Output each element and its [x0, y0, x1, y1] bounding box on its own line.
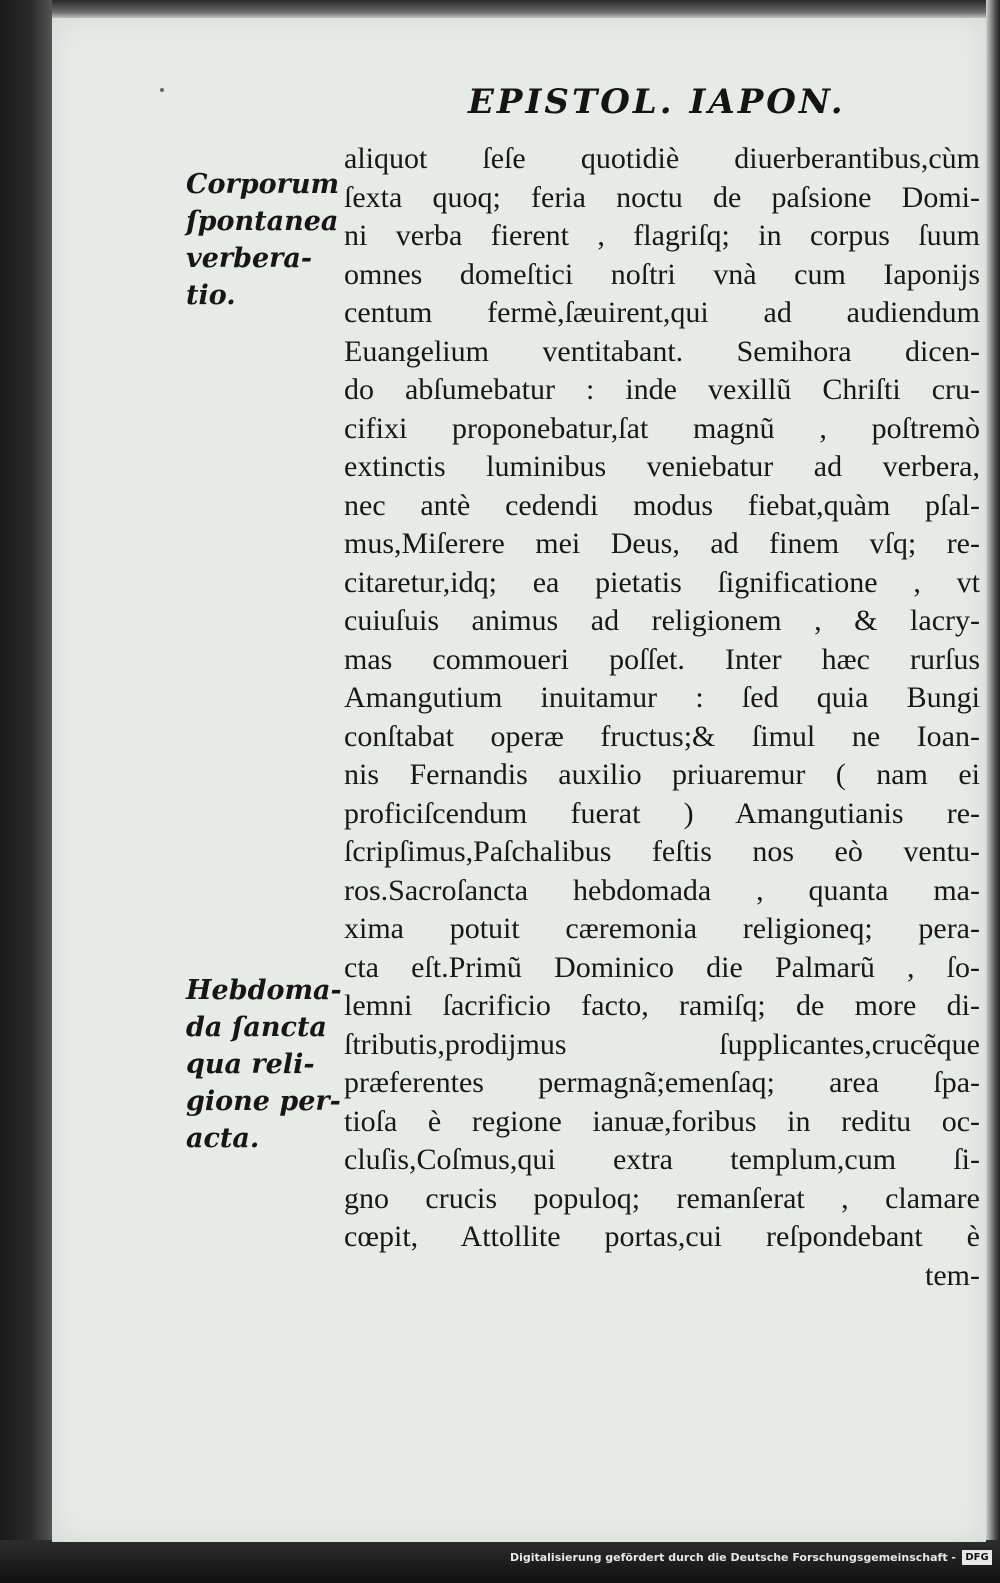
marginal-note-line: gione per- — [186, 1086, 341, 1117]
text-line: cuiuſuis animus ad religionem , & lacry- — [344, 604, 980, 637]
text-line: gno crucis populoq; remanſerat , clamare — [344, 1181, 980, 1215]
book-right-edge — [986, 0, 1000, 1540]
text-line: do abſumebatur : inde vexillũ Chriſti cru- — [344, 373, 980, 406]
text-line: cœpit, Attollite portas,cui reſpondebant è — [344, 1220, 980, 1253]
marginal-note-line: verbera- — [186, 243, 313, 274]
text-line: aliquot ſeſe quotidiè diuerberantibus,cùm — [344, 142, 980, 175]
text-line: ni verba fierent , flagriſq; in corpus ſuum — [344, 219, 980, 252]
text-line: proficiſcendum fuerat ) Amangutianis re- — [344, 796, 980, 830]
text-line: omnes domeſtici noſtri vnà cum Iaponijs — [344, 257, 980, 291]
text-line: tioſa è regione ianuæ,foribus in reditu oc- — [344, 1104, 980, 1138]
text-line: ſcripſimus,Paſchalibus feſtis nos eò ventu- — [344, 835, 980, 868]
marginal-note-1 — [186, 166, 340, 314]
marginal-note-line: qua reli- — [186, 1049, 315, 1080]
text-line: lemni ſacrificio facto, ramiſq; de more di- — [344, 989, 980, 1022]
marginal-note-line: tio. — [186, 280, 236, 311]
text-line: centum fermè,ſæuirent,qui ad audiendum — [344, 296, 980, 329]
text-line: citaretur,idq; ea pietatis ſignificatione , vt — [344, 565, 980, 599]
dfg-logo: DFG — [962, 1550, 992, 1565]
marginal-note-2 — [186, 972, 342, 1157]
text-line: xima potuit cæremonia religioneq; pera- — [344, 912, 980, 945]
text-line: extinctis luminibus veniebatur ad verbera, — [344, 450, 980, 483]
text-line: nis Fernandis auxilio priuaremur ( nam ei — [344, 758, 980, 791]
marginal-note-line: Corporum — [186, 169, 340, 200]
text-line: ſexta quoq; feria noctu de paſsione Domi- — [344, 180, 980, 214]
text-line: Euangelium ventitabant. Semihora dicen- — [344, 334, 980, 368]
book-gutter-shadow — [0, 0, 52, 1540]
text-line: cta eſt.Primũ Dominico die Palmarũ , ſo- — [344, 950, 980, 984]
text-line: ros.Sacroſancta hebdomada , quanta ma- — [344, 873, 980, 907]
text-line: cluſis,Coſmus,qui extra templum,cum ſi- — [344, 1143, 980, 1176]
body-text — [344, 140, 980, 1295]
running-head: EPISTOL. IAPON. — [468, 82, 846, 122]
text-line: Amangutium inuitamur : ſed quia Bungi — [344, 681, 980, 714]
catchword: tem- — [925, 1258, 980, 1292]
text-line: mas commoueri poſſet. Inter hæc rurſus — [344, 642, 980, 676]
paper-speck — [160, 88, 164, 92]
text-line: ſtributis,prodijmus ſupplicantes,crucẽque — [344, 1027, 980, 1061]
digitization-credit: Digitalisierung gefördert durch die Deutsche Forschungsgemeinschaft - — [509, 1551, 956, 1564]
marginal-note-line: Hebdoma- — [186, 975, 342, 1006]
text-line: cifixi proponebatur,ſat magnũ , poſtremò — [344, 411, 980, 445]
text-line: nec antè cedendi modus fiebat,quàm pſal- — [344, 488, 980, 522]
marginal-note-line: acta. — [186, 1123, 260, 1154]
marginal-note-line: da ſancta — [186, 1012, 327, 1043]
text-line: conſtabat operæ fructus;& ſimul ne Ioan- — [344, 719, 980, 753]
text-line: præferentes permagnã;emenſaq; area ſpa- — [344, 1066, 980, 1099]
marginal-note-line: ſpontanea — [186, 206, 339, 237]
text-line: mus,Miſerere mei Deus, ad finem vſq; re- — [344, 527, 980, 560]
book-top-edge — [52, 0, 986, 20]
